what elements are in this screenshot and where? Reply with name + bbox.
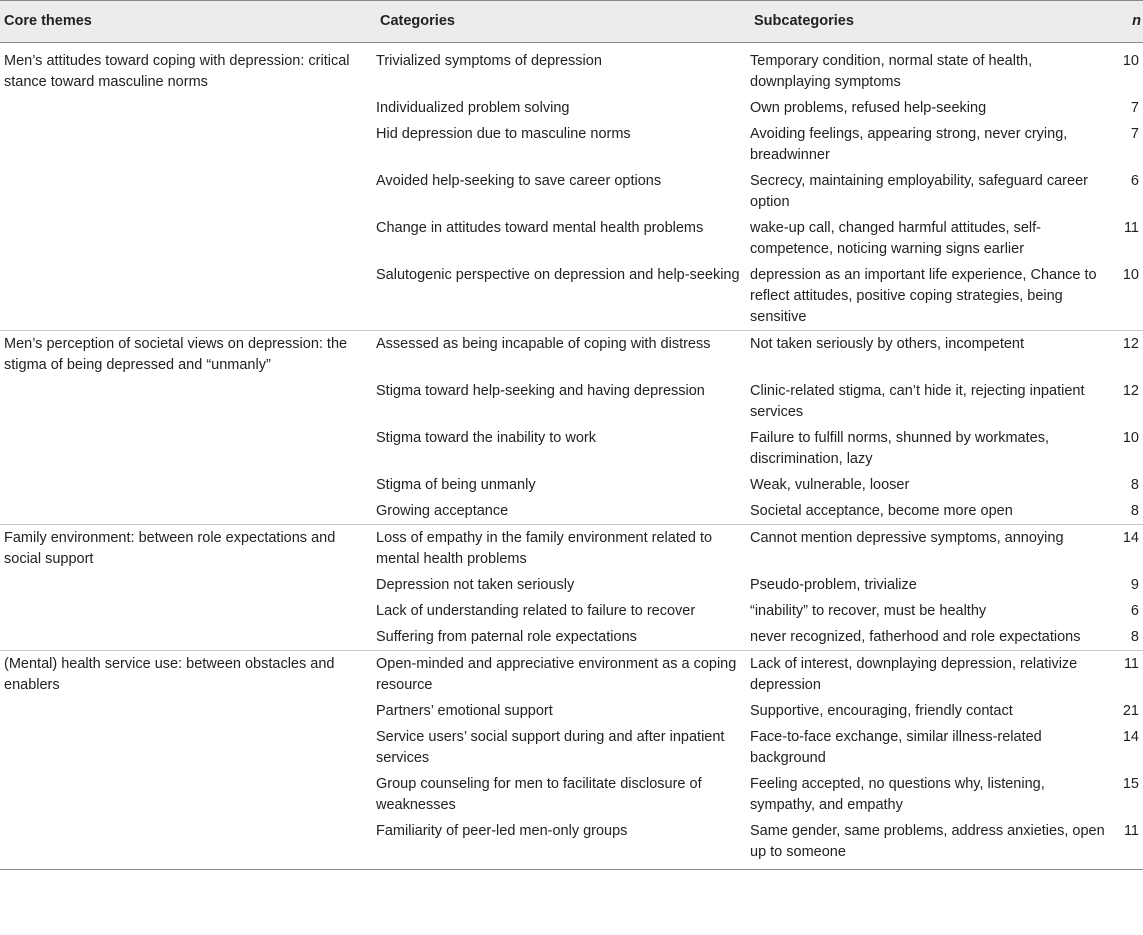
- subcategory-cell: Own problems, refused help-seeking: [750, 100, 987, 116]
- core-theme-cell: [0, 724, 376, 771]
- core-theme-cell: [0, 498, 376, 525]
- category-cell: Salutogenic perspective on depression and help-seeking: [376, 267, 740, 283]
- category-cell: Change in attitudes toward mental health problems: [376, 220, 704, 236]
- count-cell: 15: [1122, 776, 1139, 792]
- core-theme-cell: [0, 472, 376, 498]
- core-theme-cell: [0, 698, 376, 724]
- core-theme-cell: [0, 624, 376, 651]
- header-row: [0, 1, 1143, 43]
- table-row: [0, 818, 1143, 870]
- category-cell: Lack of understanding related to failure to recover: [376, 603, 696, 619]
- subcategory-cell: Failure to fulfill norms, shunned by workmates, discrimination, lazy: [750, 430, 1049, 467]
- count-cell: 10: [1122, 430, 1139, 446]
- table-row: [0, 598, 1143, 624]
- count-cell: 10: [1122, 53, 1139, 69]
- subcategory-cell: Same gender, same problems, address anxieties, open up to someone: [750, 818, 1110, 870]
- core-theme-cell: Men’s perception of societal views on depression: the stigma of being depressed and “unmanly”: [0, 331, 376, 379]
- category-cell: Service users’ social support during and after inpatient services: [376, 729, 725, 766]
- core-theme-cell: (Mental) health service use: between obstacles and enablers: [0, 651, 376, 699]
- table-row: [0, 43, 1143, 96]
- core-theme-cell: [0, 598, 376, 624]
- subcategory-cell: never recognized, fatherhood and role expectations: [750, 629, 1081, 645]
- table-row: [0, 331, 1143, 379]
- table-row: [0, 498, 1143, 525]
- count-cell: 8: [1130, 477, 1139, 493]
- subcategory-cell: Temporary condition, normal state of health, downplaying symptoms: [750, 53, 1033, 90]
- count-cell: 14: [1122, 729, 1139, 745]
- count-cell: 8: [1130, 503, 1139, 519]
- subcategory-cell: Weak, vulnerable, looser: [750, 477, 910, 493]
- count-cell: 11: [1110, 818, 1143, 870]
- subcategory-cell: Pseudo-problem, trivialize: [750, 577, 917, 593]
- category-cell: Suffering from paternal role expectations: [376, 629, 637, 645]
- subcategory-cell: Face-to-face exchange, similar illness-related background: [750, 729, 1042, 766]
- category-cell: Avoided help-seeking to save career options: [376, 173, 662, 189]
- core-theme-cell: [0, 95, 376, 121]
- table-row: [0, 121, 1143, 168]
- category-cell: Growing acceptance: [376, 503, 509, 519]
- subcategory-cell: Cannot mention depressive symptoms, annoying: [750, 525, 1110, 573]
- core-theme-cell: [0, 168, 376, 215]
- count-cell: 21: [1122, 703, 1139, 719]
- core-theme-cell: [0, 378, 376, 425]
- table-row: [0, 771, 1143, 818]
- category-cell: Open-minded and appreciative environment as a coping resource: [376, 651, 750, 699]
- count-cell: 12: [1122, 383, 1139, 399]
- table-header: [0, 1, 1143, 43]
- core-theme-cell: [0, 572, 376, 598]
- count-cell: 11: [1123, 220, 1139, 236]
- table-row: [0, 262, 1143, 331]
- table-row: [0, 624, 1143, 651]
- category-cell: Hid depression due to masculine norms: [376, 126, 631, 142]
- table-row: [0, 698, 1143, 724]
- core-theme-cell: [0, 262, 376, 331]
- category-cell: Familiarity of peer-led men-only groups: [376, 818, 750, 870]
- subcategory-cell: Lack of interest, downplaying depression, relativize depression: [750, 651, 1110, 699]
- subcategory-cell: Societal acceptance, become more open: [750, 503, 1013, 519]
- count-cell: 10: [1122, 267, 1139, 283]
- subcategory-cell: “inability” to recover, must be healthy: [750, 603, 987, 619]
- category-cell: Group counseling for men to facilitate disclosure of weaknesses: [376, 776, 702, 813]
- core-theme-cell: [0, 771, 376, 818]
- table-row: [0, 724, 1143, 771]
- core-theme-cell: [0, 215, 376, 262]
- count-cell: 6: [1130, 173, 1139, 189]
- category-cell: Assessed as being incapable of coping with distress: [376, 331, 750, 379]
- table-row: [0, 168, 1143, 215]
- core-theme-cell: [0, 425, 376, 472]
- count-cell: 7: [1130, 100, 1139, 116]
- count-cell: 7: [1130, 126, 1139, 142]
- header-n: n: [1110, 1, 1143, 43]
- table-row: [0, 572, 1143, 598]
- category-cell: Stigma of being unmanly: [376, 477, 536, 493]
- subcategory-cell: Not taken seriously by others, incompetent: [750, 331, 1110, 379]
- table-row: [0, 95, 1143, 121]
- count-cell: 8: [1130, 629, 1139, 645]
- table-row: [0, 651, 1143, 699]
- core-theme-cell: Family environment: between role expectations and social support: [0, 525, 376, 573]
- subcategory-cell: Avoiding feelings, appearing strong, never crying, breadwinner: [750, 126, 1068, 163]
- header-subcategories: Subcategories: [750, 1, 1110, 43]
- core-theme-cell: [0, 121, 376, 168]
- table-row: [0, 525, 1143, 573]
- table-body: [0, 43, 1143, 870]
- table-row: [0, 378, 1143, 425]
- category-cell: Partners’ emotional support: [376, 703, 553, 719]
- subcategory-cell: depression as an important life experience, Chance to reflect attitudes, positive coping strategies, being sensitive: [750, 267, 1097, 325]
- table-row: [0, 215, 1143, 262]
- core-theme-cell: [0, 818, 376, 870]
- count-cell: 12: [1110, 331, 1143, 379]
- subcategory-cell: wake-up call, changed harmful attitudes, self-competence, noticing warning signs earlier: [750, 220, 1041, 257]
- category-cell: Depression not taken seriously: [376, 577, 575, 593]
- core-theme-cell: Men’s attitudes toward coping with depression: critical stance toward masculine norms: [4, 53, 350, 90]
- count-cell: 14: [1110, 525, 1143, 573]
- category-cell: Stigma toward the inability to work: [376, 430, 597, 446]
- count-cell: 6: [1130, 603, 1139, 619]
- category-cell: Stigma toward help-seeking and having depression: [376, 383, 705, 399]
- category-cell: Trivialized symptoms of depression: [376, 53, 602, 69]
- subcategory-cell: Supportive, encouraging, friendly contact: [750, 703, 1013, 719]
- category-cell: Loss of empathy in the family environment related to mental health problems: [376, 525, 750, 573]
- count-cell: 9: [1130, 577, 1139, 593]
- count-cell: 11: [1110, 651, 1143, 699]
- table-row: [0, 472, 1143, 498]
- category-cell: Individualized problem solving: [376, 100, 570, 116]
- table-row: [0, 425, 1143, 472]
- subcategory-cell: Secrecy, maintaining employability, safeguard career option: [750, 173, 1088, 210]
- subcategory-cell: Feeling accepted, no questions why, listening, sympathy, and empathy: [750, 776, 1045, 813]
- header-categories: Categories: [376, 1, 750, 43]
- subcategory-cell: Clinic-related stigma, can’t hide it, rejecting inpatient services: [750, 383, 1085, 420]
- header-core-themes: Core themes: [0, 1, 376, 43]
